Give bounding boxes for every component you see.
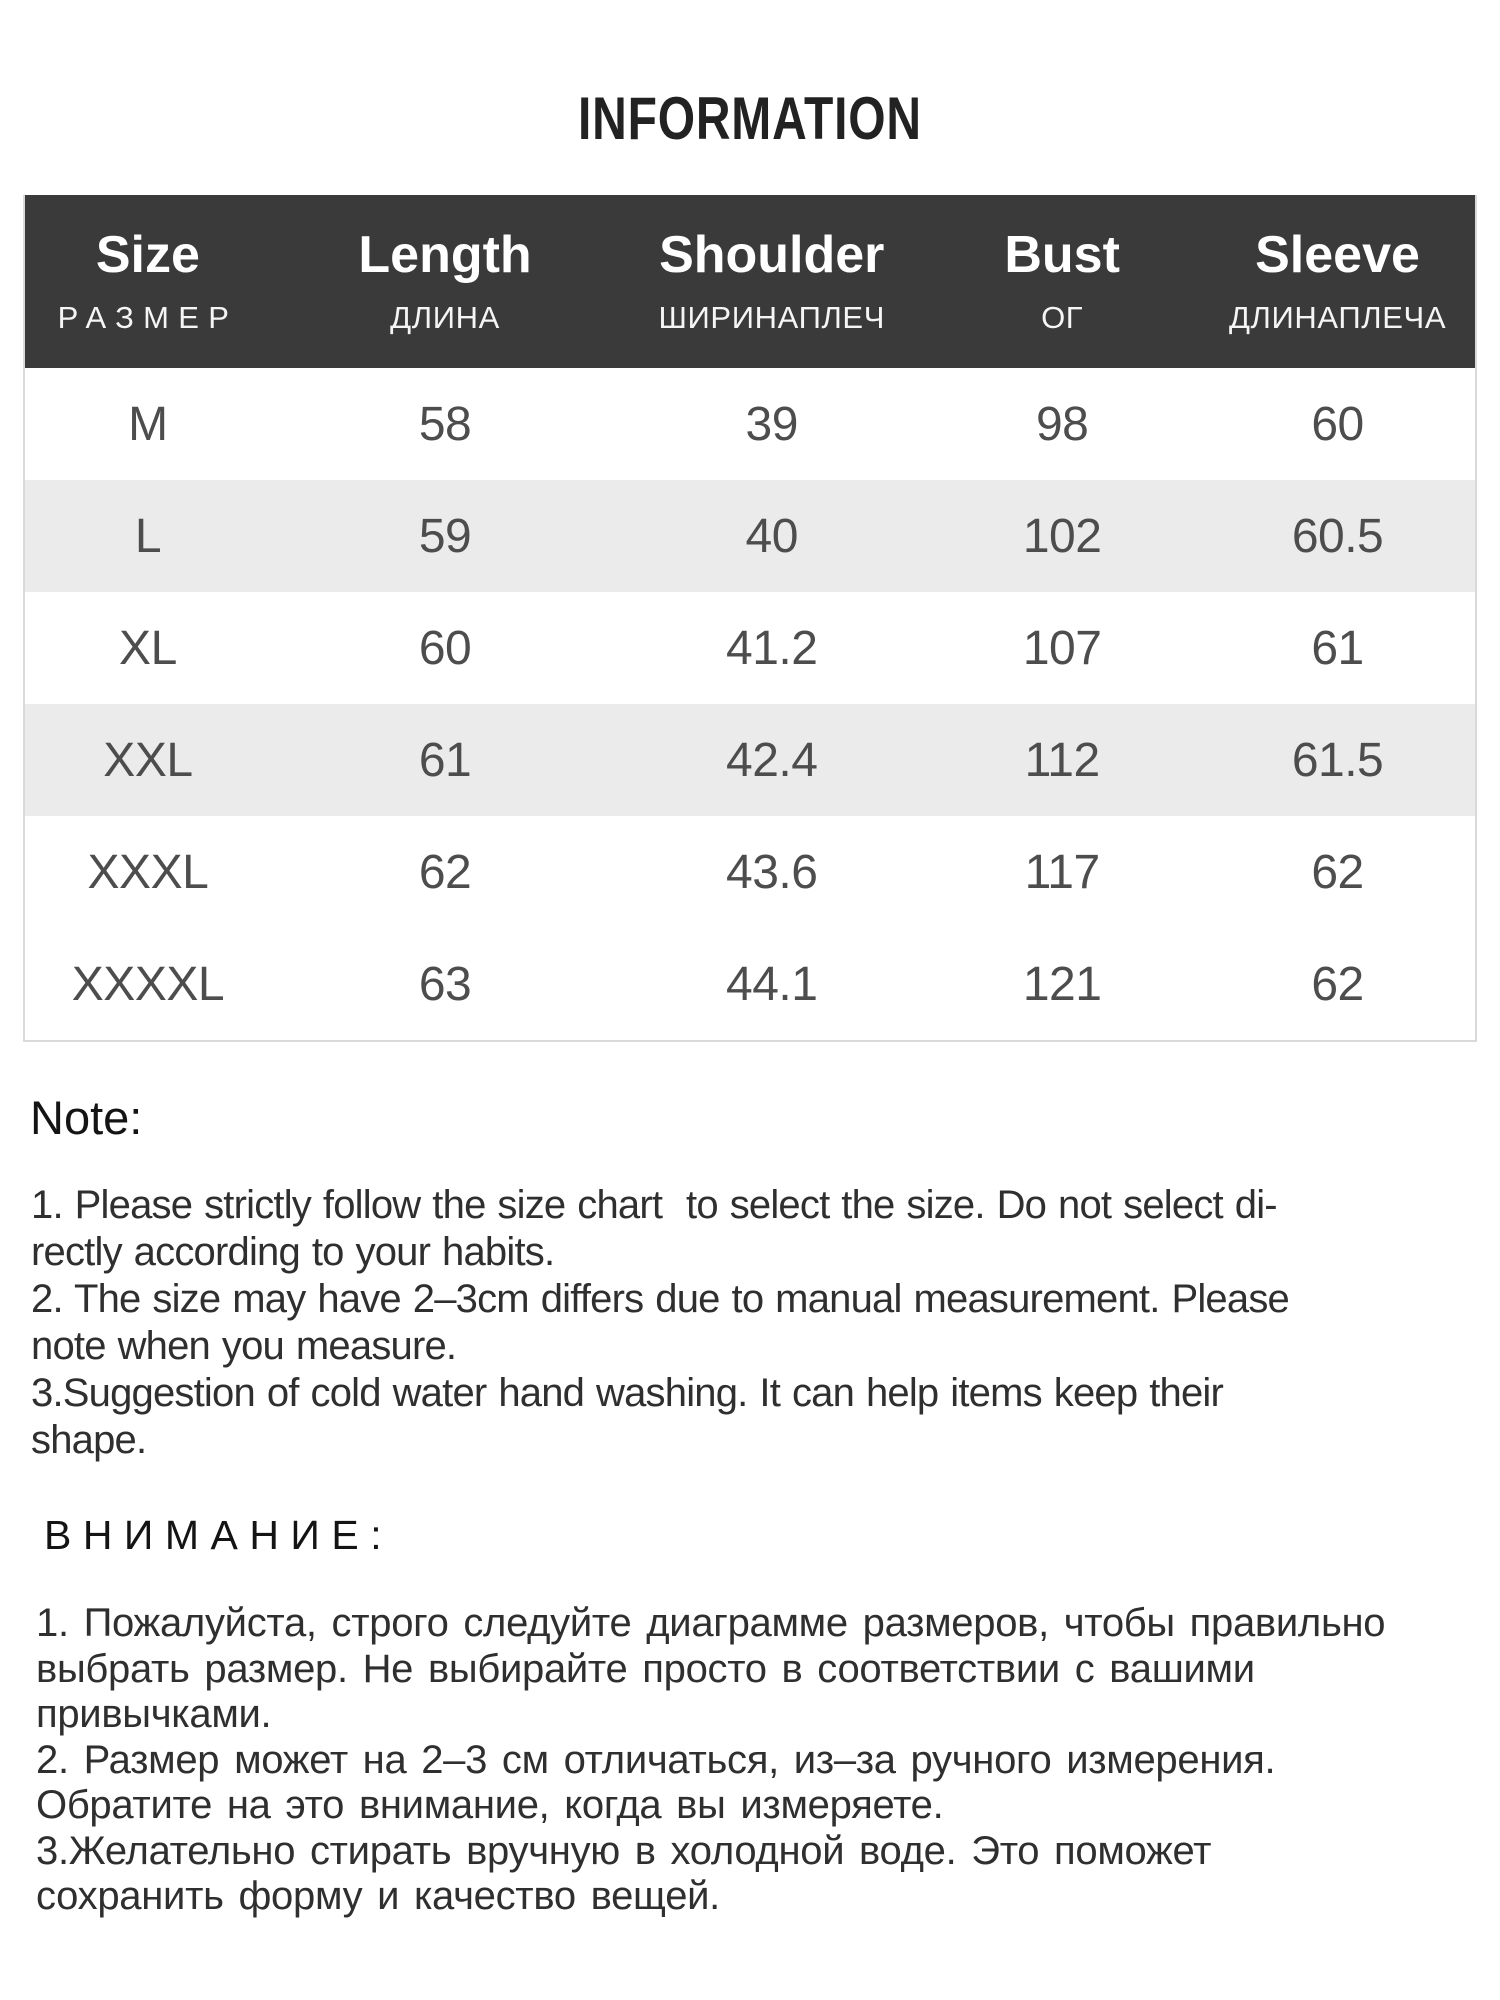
- note-text: [31, 1182, 1461, 1464]
- cell-m-shoulder: 39: [745, 397, 798, 451]
- attention-line-2: выбрать размер. Не выбирайте просто в соответствии с вашими: [36, 1646, 1255, 1691]
- cell-xxl-size: XXL: [24, 704, 271, 816]
- cell-xxxxl-size: XXXXL: [71, 957, 225, 1011]
- attention-line-6: 3.Желательно стирать вручную в холодной воде. Это поможет: [36, 1828, 1212, 1873]
- cell-xxxxl-bust: 121: [1022, 957, 1102, 1011]
- col-header-size: [24, 195, 271, 368]
- attention-heading: ВНИМАНИЕ:: [44, 1512, 394, 1558]
- cell-l-sleeve: 60.5: [1200, 480, 1476, 592]
- cell-xxl-shoulder: 42.4: [619, 704, 924, 816]
- col-header-shoulder-en: Shoulder: [659, 225, 885, 284]
- attention-line-1: 1. Пожалуйста, строго следуйте диаграмме размеров, чтобы правильно: [36, 1601, 1386, 1645]
- col-header-shoulder: [619, 195, 924, 368]
- cell-xxxl-shoulder: 43.6: [726, 845, 818, 899]
- attention-text: [36, 1601, 1476, 1920]
- cell-xxxl-sleeve: 62: [1311, 845, 1364, 899]
- cell-xl-sleeve: 61: [1311, 621, 1364, 675]
- cell-xxxl-bust: 117: [1024, 845, 1100, 899]
- col-header-bust-en: Bust: [1004, 225, 1120, 284]
- cell-xl-shoulder: 41.2: [726, 621, 818, 675]
- cell-xxxl-length: 62: [418, 845, 472, 899]
- cell-xl-length: 60: [418, 621, 472, 675]
- cell-l-size: L: [24, 480, 271, 592]
- page-title: INFORMATION: [578, 85, 922, 152]
- cell-m-size: M: [128, 397, 168, 451]
- table-row-xxl: [24, 704, 1476, 816]
- attention-line-7: сохранить форму и качество вещей.: [36, 1874, 720, 1918]
- cell-xxl-length: 61: [271, 704, 619, 816]
- col-header-shoulder-ru: ШИРИНАПЛЕЧ: [658, 299, 886, 335]
- cell-xxxxl-length: 63: [418, 957, 472, 1011]
- cell-xl-size: XL: [119, 621, 177, 675]
- col-header-length: [271, 195, 619, 368]
- col-header-sleeve: [1200, 195, 1476, 368]
- cell-xl-bust: 107: [1022, 621, 1102, 675]
- col-header-bust: [924, 195, 1200, 368]
- note-heading: Note:: [30, 1091, 143, 1144]
- note-line-1: 1. Please strictly follow the size chart to select the size. Do not select di-: [31, 1183, 1277, 1227]
- cell-xxxxl-shoulder: 44.1: [726, 957, 818, 1011]
- col-header-bust-ru: ОГ: [1041, 299, 1084, 335]
- attention-line-4: 2. Размер может на 2–3 см отличаться, из–за ручного измерения.: [36, 1737, 1276, 1782]
- col-header-sleeve-ru: ДЛИНАПЛЕЧА: [1228, 299, 1447, 335]
- cell-xxl-bust: 112: [924, 704, 1200, 816]
- col-header-length-en: Length: [358, 225, 532, 284]
- cell-xxl-sleeve: 61.5: [1200, 704, 1476, 816]
- table-row-l: [24, 480, 1476, 592]
- note-line-5: 3.Suggestion of cold water hand washing. It can help items keep their: [31, 1371, 1224, 1415]
- table-header-row: [24, 195, 1476, 368]
- table-row-xxxxl: [24, 928, 1476, 1041]
- cell-l-shoulder: 40: [619, 480, 924, 592]
- note-line-6: shape.: [31, 1418, 147, 1462]
- note-line-3: 2. The size may have 2–3cm differs due to manual measurement. Please: [31, 1277, 1289, 1321]
- cell-m-length: 58: [418, 397, 472, 451]
- cell-m-bust: 98: [1035, 397, 1089, 451]
- col-header-length-ru: ДЛИНА: [390, 299, 500, 335]
- table-row-xxxl: [24, 816, 1476, 928]
- page-title-wrap: [0, 84, 1500, 153]
- attention-line-3: привычками.: [36, 1692, 272, 1736]
- col-header-size-en: Size: [95, 225, 200, 284]
- col-header-size-ru: РАЗМЕР: [57, 299, 239, 335]
- size-chart-table: [23, 195, 1477, 1042]
- table-row-m: [24, 368, 1476, 480]
- cell-xxxxl-sleeve: 62: [1311, 957, 1364, 1011]
- cell-m-sleeve: 60: [1311, 397, 1364, 451]
- cell-l-bust: 102: [924, 480, 1200, 592]
- cell-xxxl-size: XXXL: [87, 845, 209, 899]
- cell-l-length: 59: [271, 480, 619, 592]
- attention-line-5: Обратите на это внимание, когда вы измеряете.: [36, 1783, 944, 1827]
- note-line-4: note when you measure.: [31, 1324, 457, 1368]
- col-header-sleeve-en: Sleeve: [1255, 225, 1420, 284]
- note-line-2: rectly according to your habits.: [31, 1230, 555, 1274]
- table-row-xl: [24, 592, 1476, 704]
